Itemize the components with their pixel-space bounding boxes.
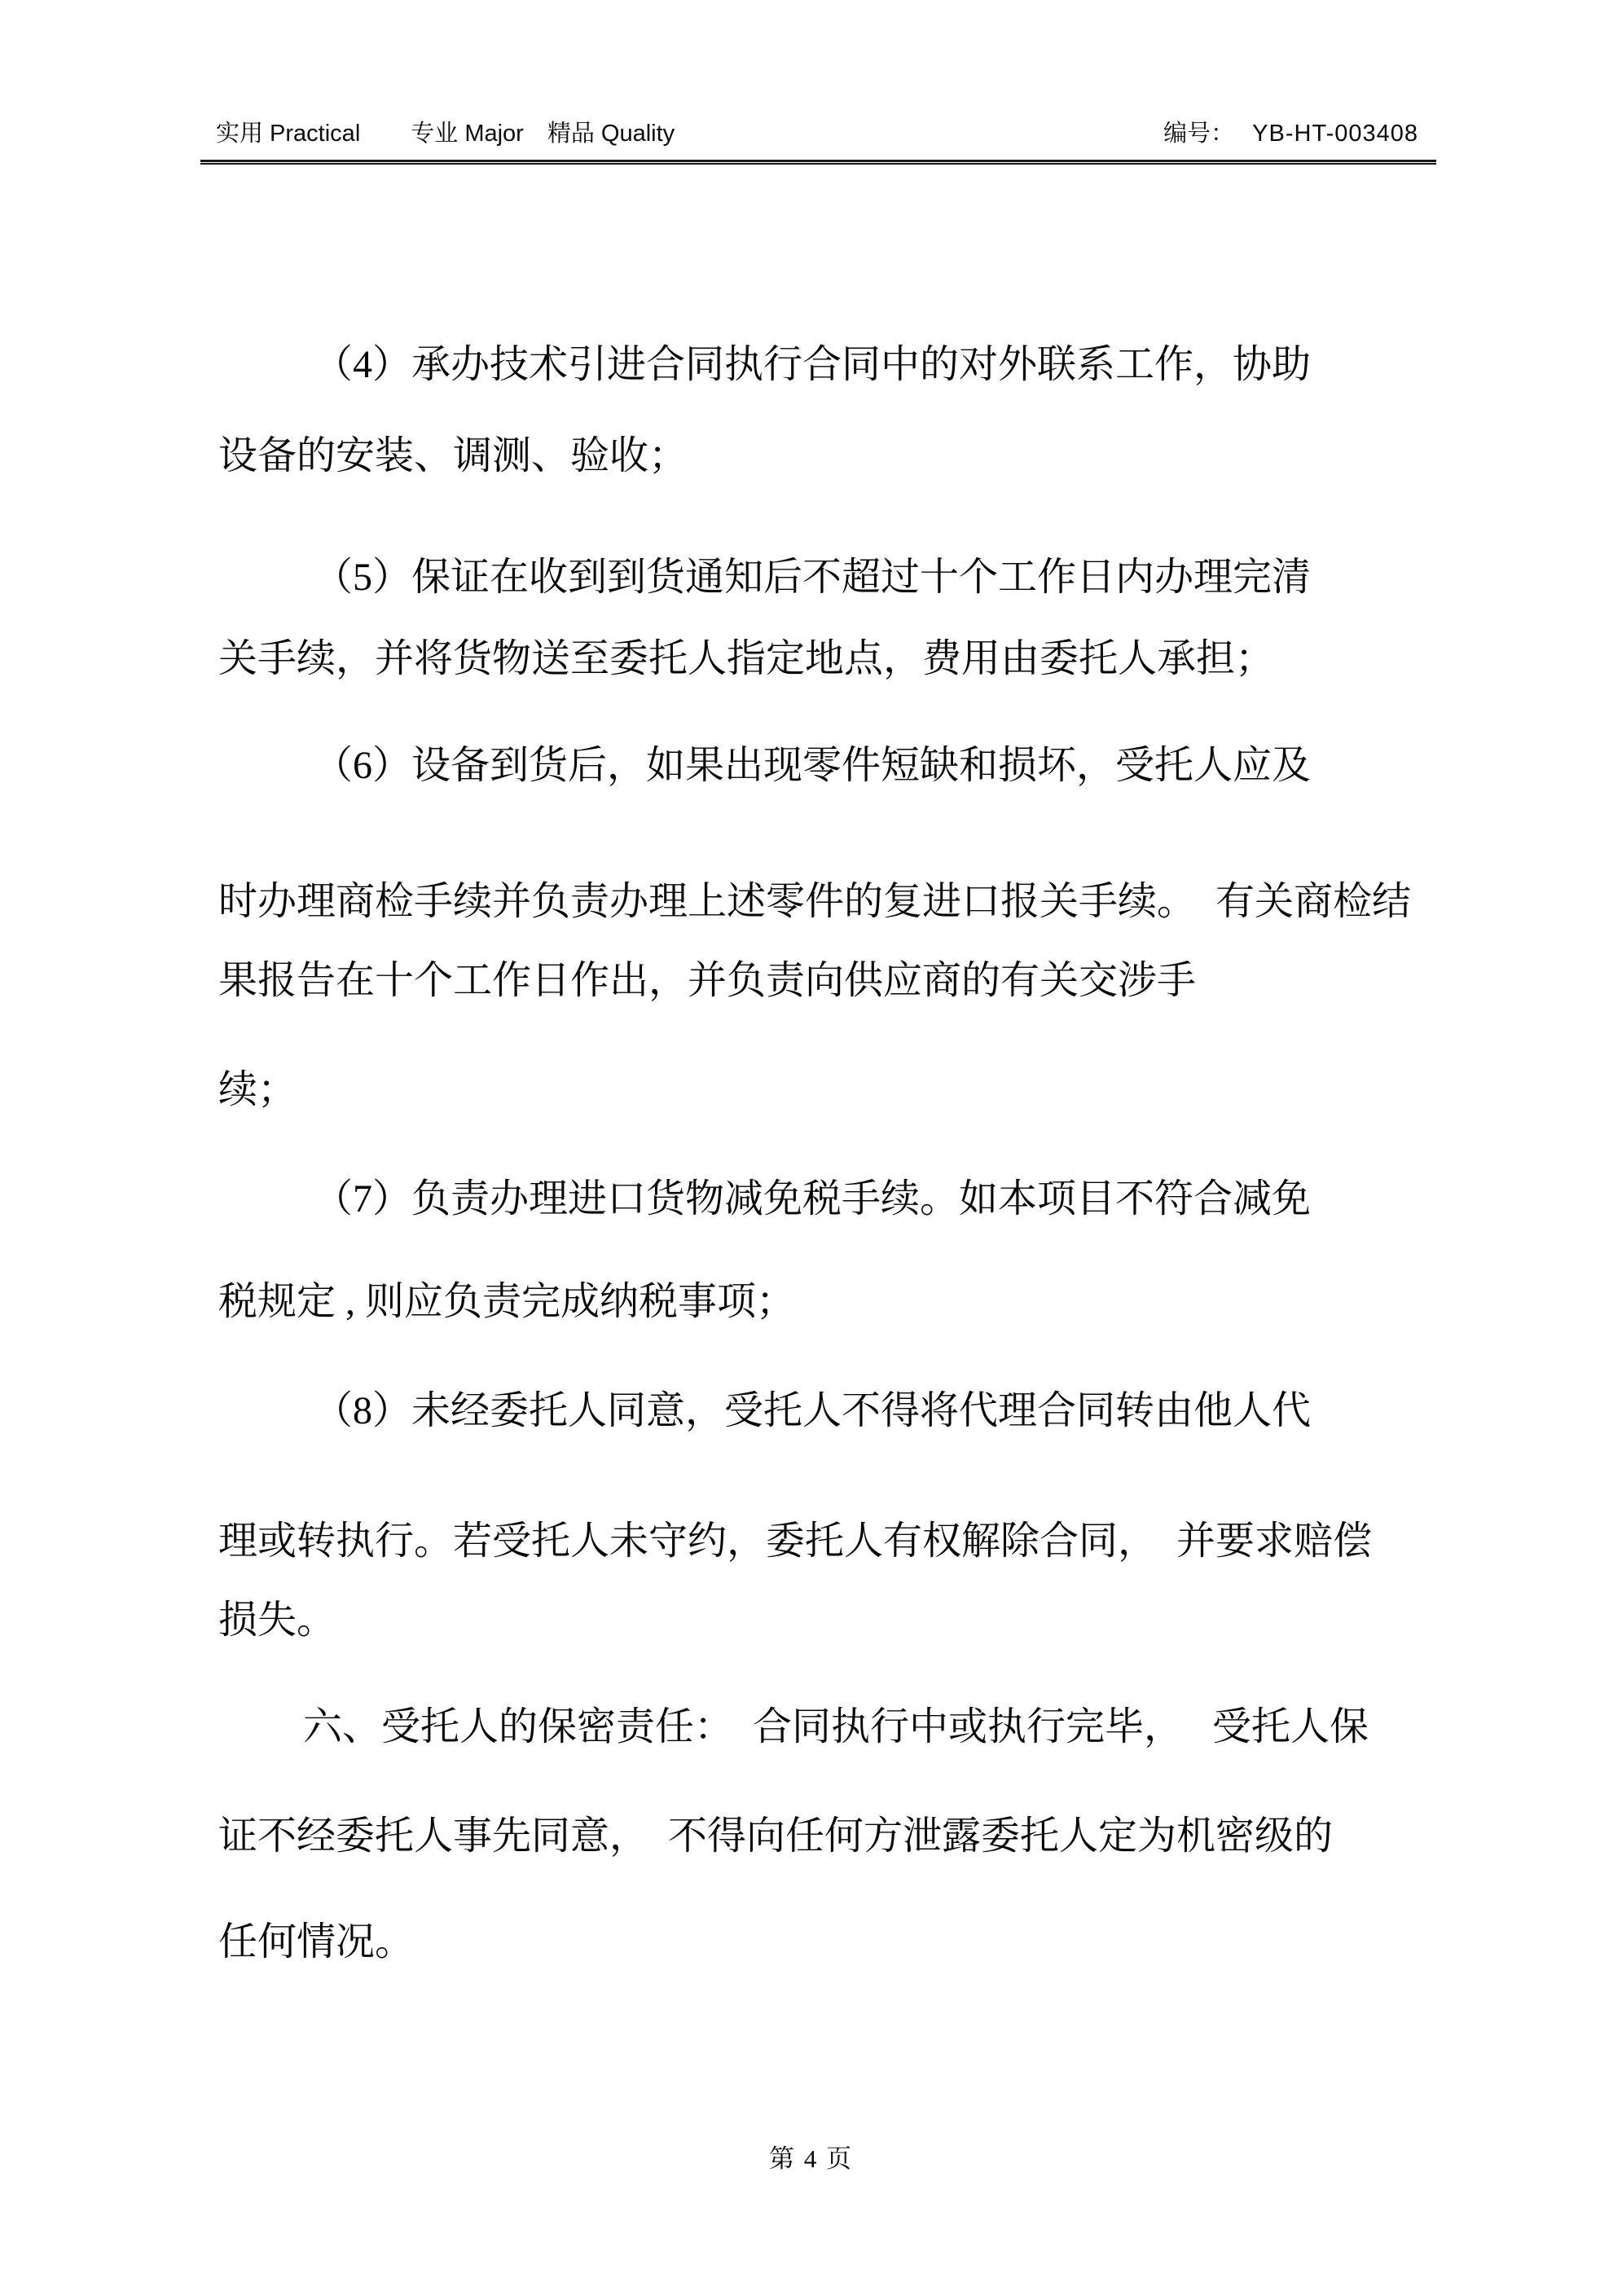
document-number-value: YB-HT-003408 <box>1252 121 1418 147</box>
page-number: 第 4 页 <box>769 2144 853 2173</box>
brand-item-quality: 精品 Quality <box>547 121 675 147</box>
brand-item-practical: 实用 Practical <box>216 121 361 147</box>
body-line-clause-6: （6）设备到货后，如果出现零件短缺和损坏，受托人应及 <box>314 744 1312 787</box>
brand-item-major: 专业 Major <box>411 121 524 147</box>
body-line-clause-6-cont-3: 续； <box>218 1068 297 1111</box>
body-line-clause-8-cont-2: 损失。 <box>218 1599 336 1642</box>
body-line-clause-7: （7）负责办理进口货物减免税手续。如本项目不符合减免 <box>314 1177 1312 1221</box>
body-line-clause-6-cont-1: 时办理商检手续并负责办理上述零件的复进口报关手续。 有关商检结 <box>218 880 1412 923</box>
body-line-clause-5: （5）保证在收到到货通知后不超过十个工作日内办理完清 <box>314 556 1312 599</box>
body-line-clause-7-cont: 税规定 , 则应负责完成纳税事项； <box>218 1280 796 1323</box>
body-line-clause-4-cont: 设备的安装、调测、验收； <box>218 434 688 477</box>
document-number <box>1163 119 1418 148</box>
body-line-clause-six-cont-1: 证不经委托人事先同意， 不得向任何方泄露委托人定为机密级的 <box>218 1814 1334 1858</box>
body-line-clause-4: （4）承办技术引进合同执行合同中的对外联系工作，协助 <box>314 343 1312 386</box>
header-brand <box>216 119 675 148</box>
body-line-clause-six-cont-2: 任何情况。 <box>218 1920 415 1964</box>
body-line-clause-8-cont-1: 理或转执行。若受托人未守约，委托人有权解除合同， 并要求赔偿 <box>218 1520 1373 1563</box>
header-divider <box>200 160 1436 165</box>
body-line-clause-6-cont-2: 果报告在十个工作日作出，并负责向供应商的有关交涉手 <box>218 959 1197 1002</box>
page-footer <box>0 2138 1622 2175</box>
body-line-clause-six: 六、受托人的保密责任： 合同执行中或执行完毕， 受托人保 <box>303 1705 1369 1748</box>
body-line-clause-8: （8）未经委托人同意，受托人不得将代理合同转由他人代 <box>314 1389 1312 1432</box>
document-number-label: 编号： <box>1163 121 1235 147</box>
page-header <box>216 119 1418 148</box>
body-line-clause-5-cont: 关手续，并将货物送至委托人指定地点，费用由委托人承担； <box>218 637 1275 680</box>
